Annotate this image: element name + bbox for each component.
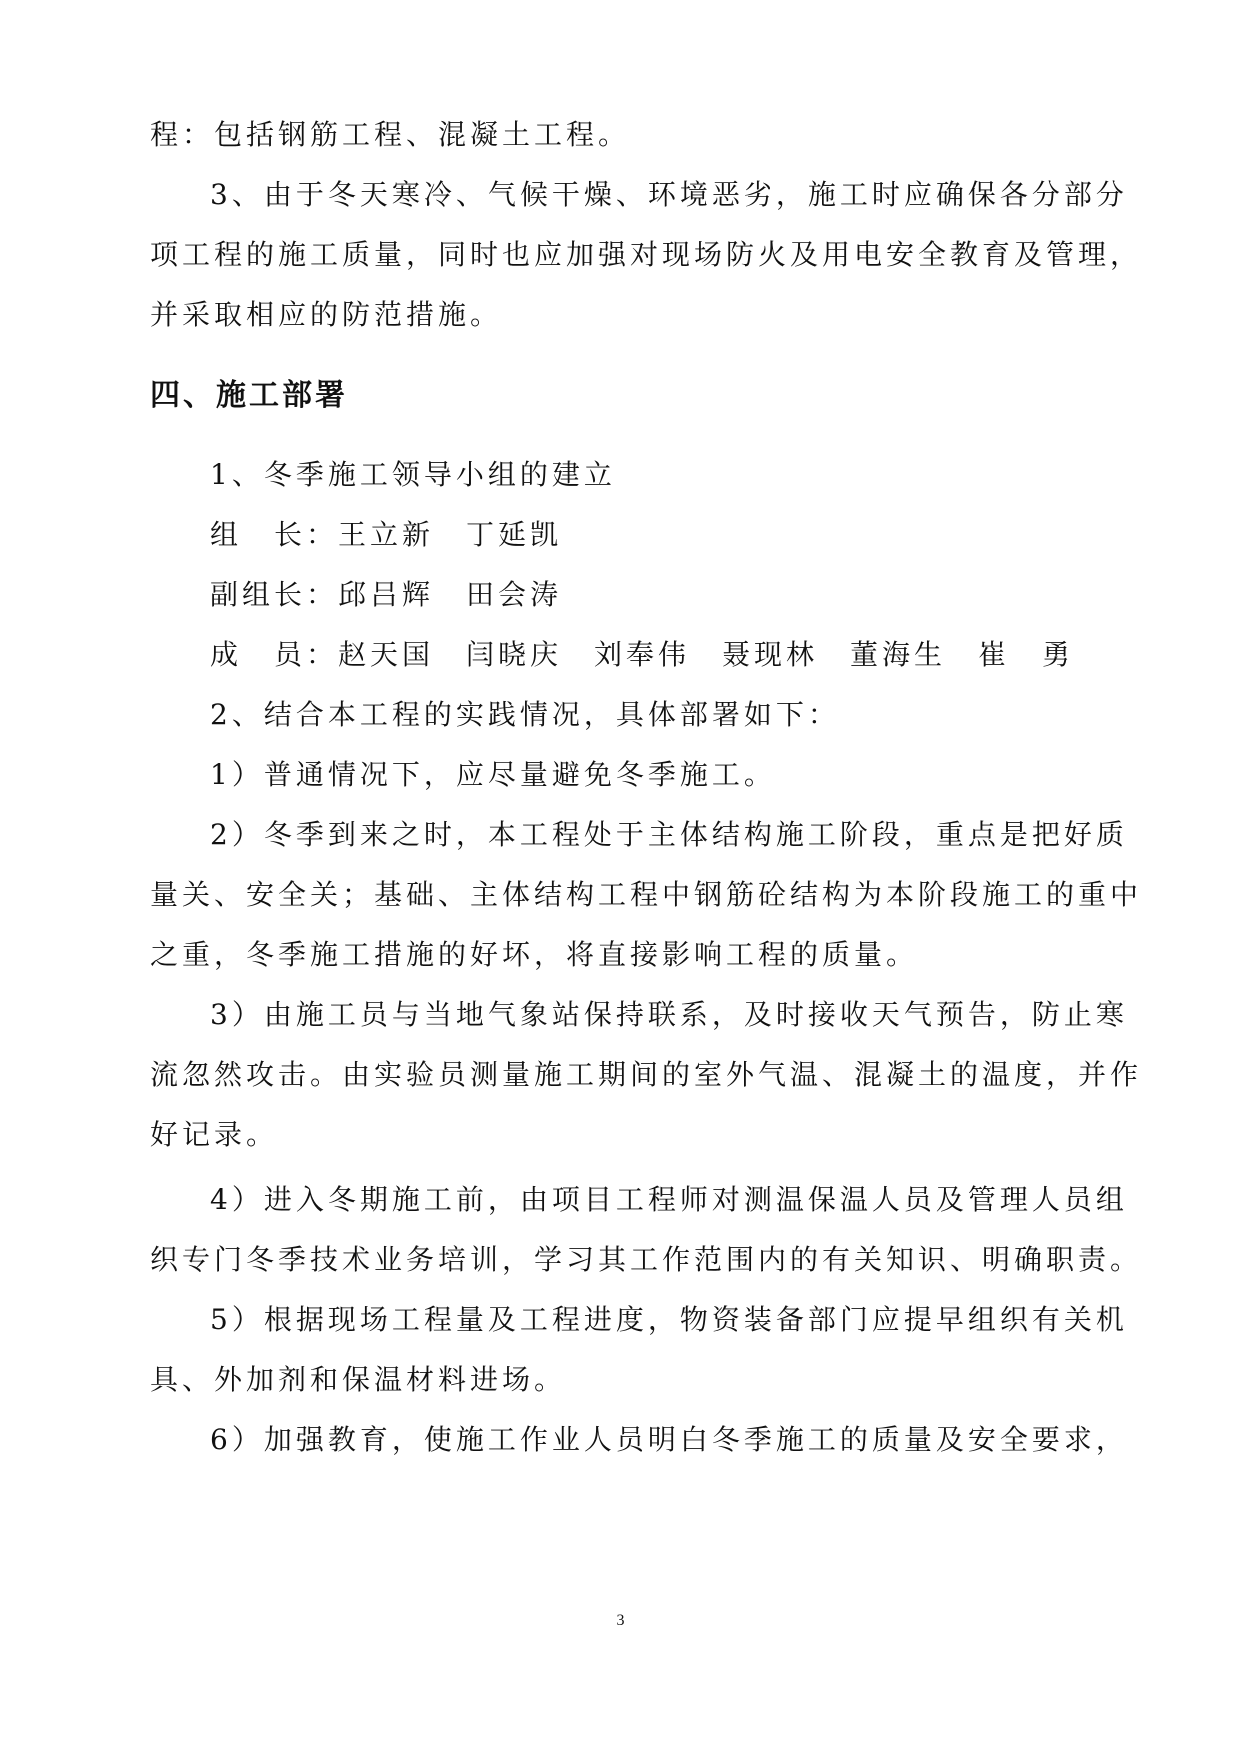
body-line: 织专门冬季技术业务培训，学习其工作范围内的有关知识、明确职责。 [150,1243,1143,1276]
body-line: 具、外加剂和保温材料进场。 [150,1363,567,1396]
body-line: 流忽然攻击。由实验员测量施工期间的室外气温、混凝土的温度，并作 [150,1058,1143,1091]
body-line: 副组长：邱吕辉 田会涛 [210,578,563,611]
body-line: 5）根据现场工程量及工程进度，物资装备部门应提早组织有关机 [210,1303,1128,1336]
body-line: 4）进入冬期施工前，由项目工程师对测温保温人员及管理人员组 [210,1183,1128,1216]
body-line: 量关、安全关；基础、主体结构工程中钢筋砼结构为本阶段施工的重中 [150,878,1143,911]
section-heading: 四、施工部署 [150,378,348,413]
body-line: 3、由于冬天寒冷、气候干燥、环境恶劣，施工时应确保各分部分 [210,178,1128,211]
body-line: 1、冬季施工领导小组的建立 [210,458,616,491]
body-line: 2、结合本工程的实践情况，具体部署如下： [210,698,840,731]
body-line: 成 员：赵天国 闫晓庆 刘奉伟 聂现林 董海生 崔 勇 [210,638,1075,671]
body-line: 之重，冬季施工措施的好坏，将直接影响工程的质量。 [150,938,919,971]
body-line: 2）冬季到来之时，本工程处于主体结构施工阶段，重点是把好质 [210,818,1128,851]
body-line: 项工程的施工质量，同时也应加强对现场防火及用电安全教育及管理， [150,238,1143,271]
body-line: 程：包括钢筋工程、混凝土工程。 [150,118,631,151]
body-line: 好记录。 [150,1118,279,1151]
page-number: 3 [616,1612,625,1629]
body-line: 并采取相应的防范措施。 [150,298,503,331]
body-line: 6）加强教育，使施工作业人员明白冬季施工的质量及安全要求， [210,1423,1128,1456]
body-line: 1）普通情况下，应尽量避免冬季施工。 [210,758,776,791]
body-line: 组 长：王立新 丁延凯 [210,518,563,551]
body-line: 3）由施工员与当地气象站保持联系，及时接收天气预告，防止寒 [210,998,1128,1031]
